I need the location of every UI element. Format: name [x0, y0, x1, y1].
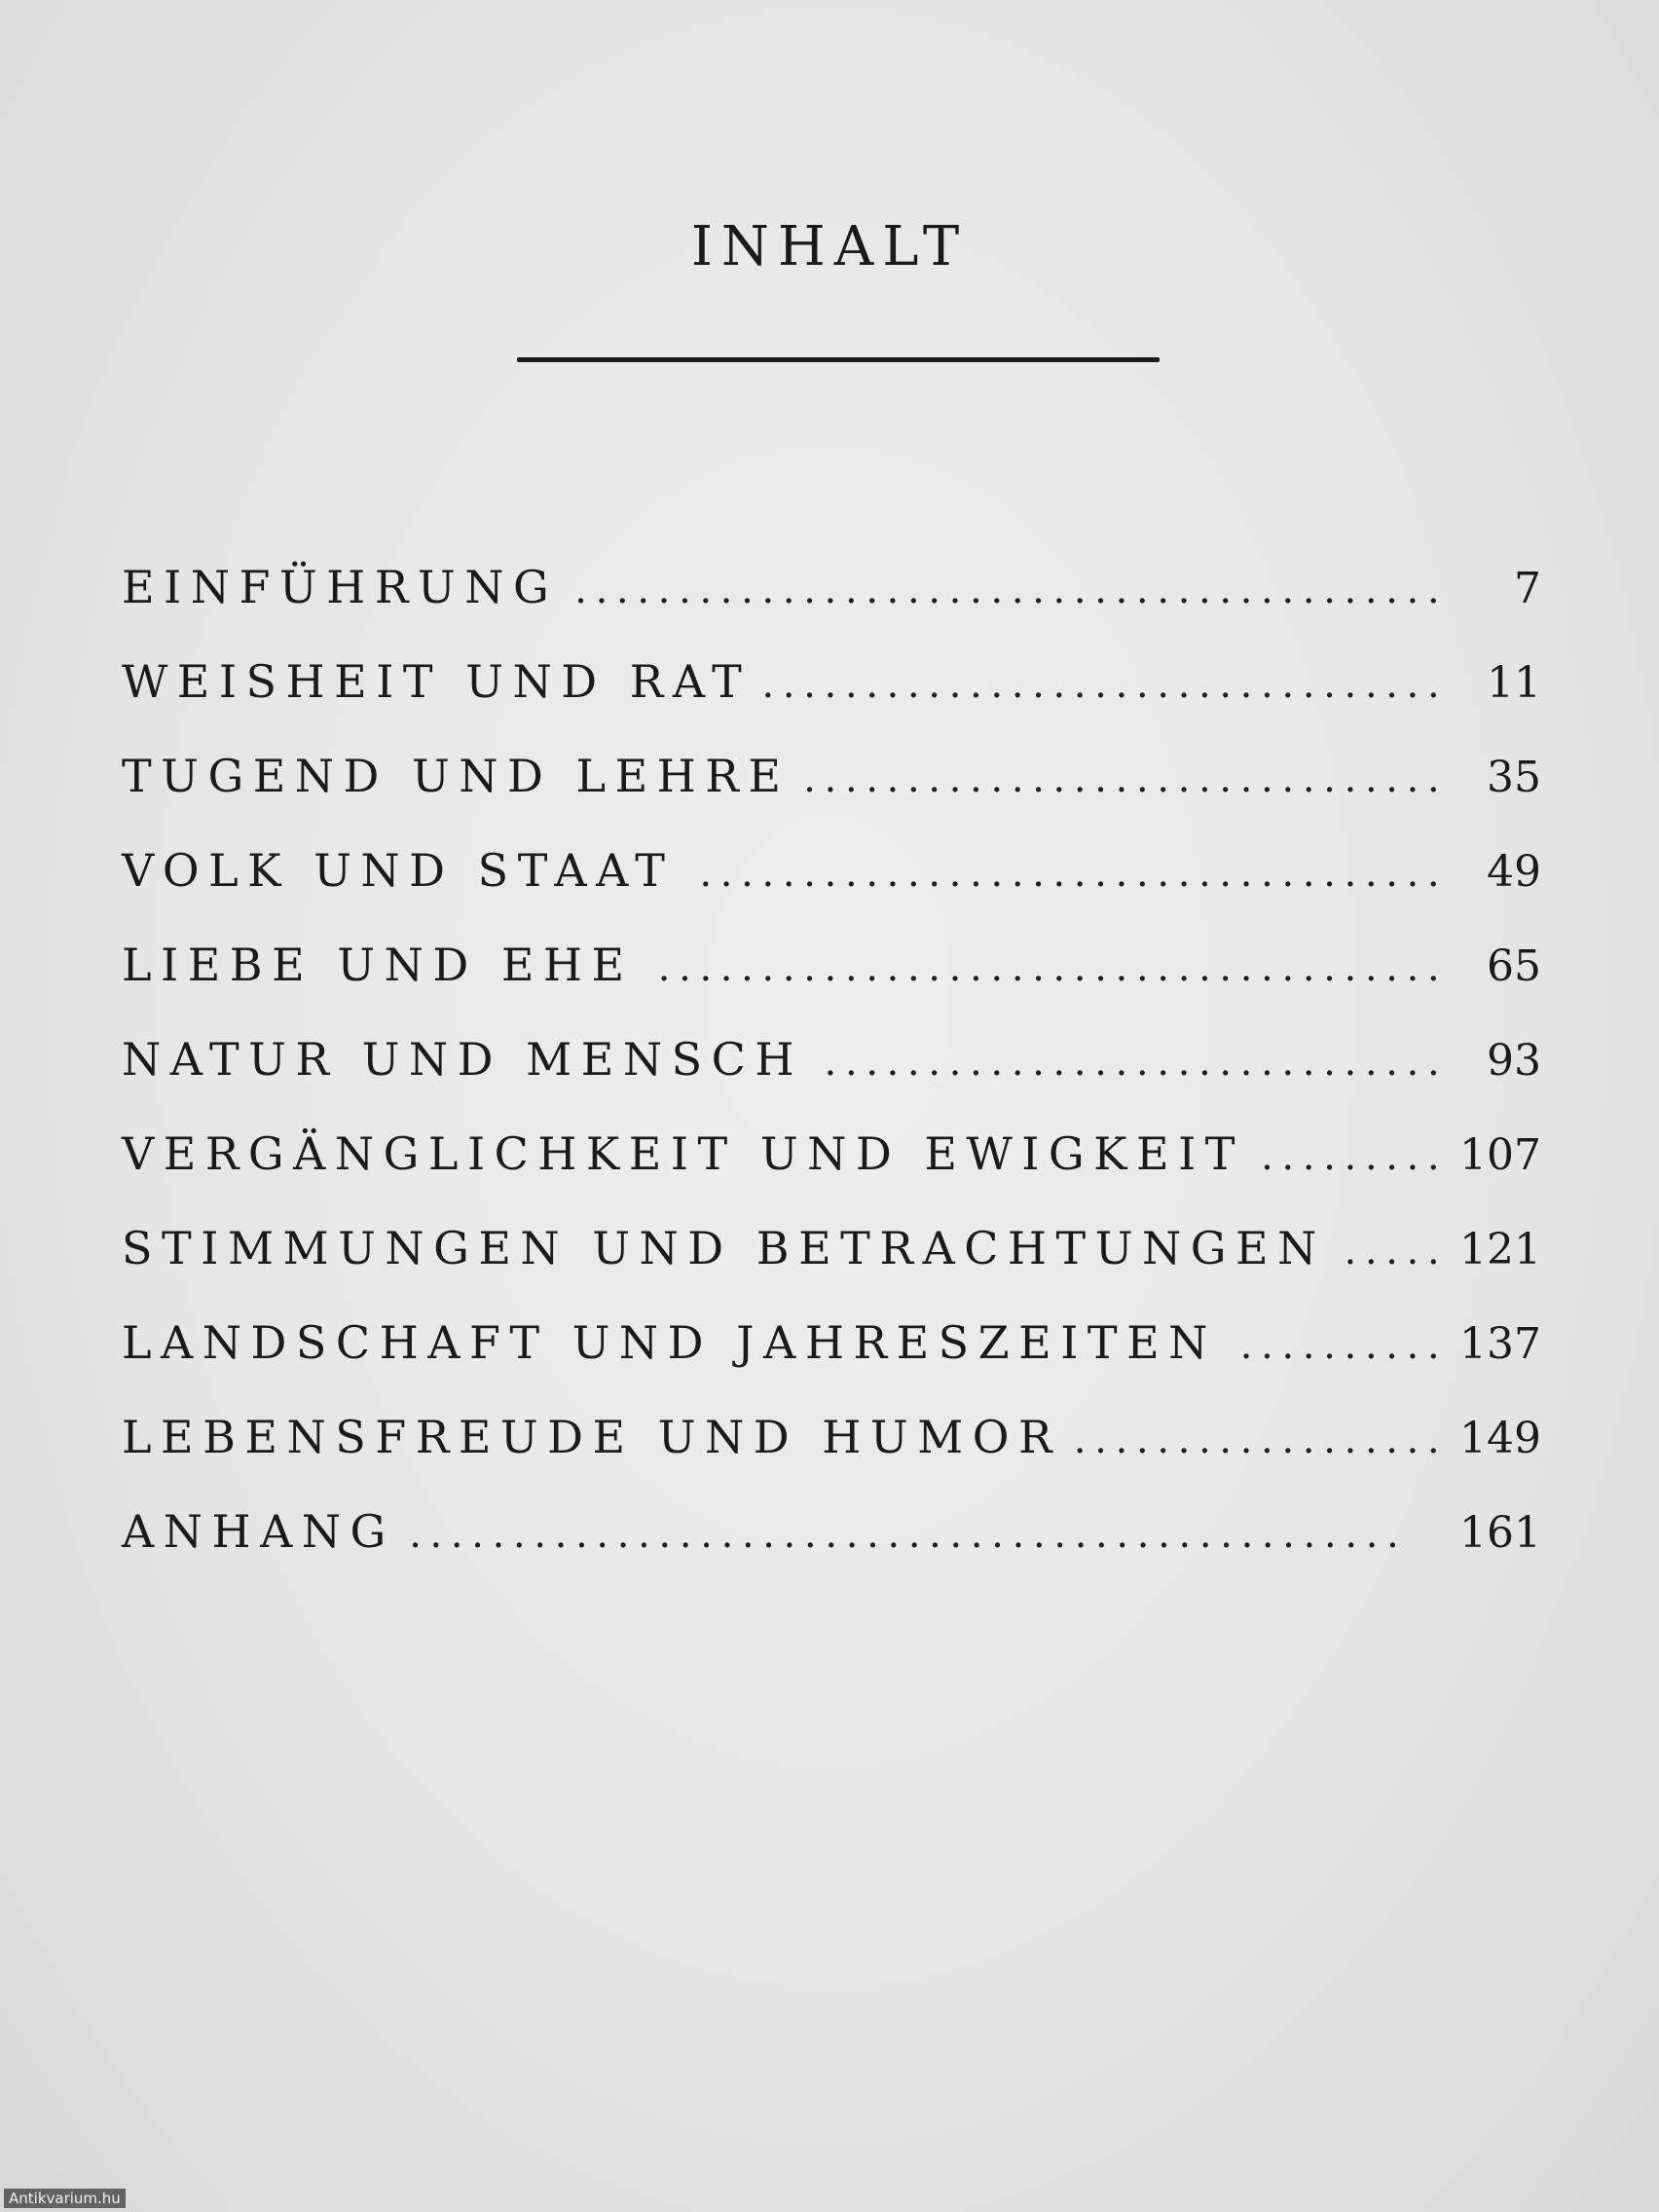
toc-page-number: 93 [1487, 1036, 1541, 1086]
toc-dot-leader [647, 948, 1448, 987]
toc-entry-title: NATUR UND MENSCH [122, 1033, 803, 1086]
page-title: INHALT [690, 215, 969, 278]
toc-dot-leader [1258, 1137, 1448, 1176]
toc-entry-title: LANDSCHAFT UND JAHRESZEITEN [122, 1316, 1217, 1369]
toc-entry [122, 1411, 1541, 1509]
toc-dot-leader [687, 854, 1448, 893]
toc-dot-leader [409, 1515, 1448, 1554]
toc-dot-leader [571, 571, 1448, 609]
title-underline-rule [517, 357, 1160, 362]
toc-entry-title: STIMMUNGEN UND BETRACHTUNGEN [122, 1222, 1326, 1274]
toc-entry-title: TUGEND UND LEHRE [122, 750, 791, 802]
toc-page-number: 107 [1459, 1130, 1541, 1180]
toc-entry [122, 939, 1541, 1037]
toc-page-number: 149 [1459, 1414, 1541, 1463]
toc-page-number: 161 [1459, 1508, 1541, 1558]
toc-dot-leader [764, 665, 1448, 704]
toc-entry-title: WEISHEIT UND RAT [122, 655, 752, 708]
toc-dot-leader [817, 1043, 1448, 1082]
toc-entry-title: EINFÜHRUNG [122, 561, 559, 613]
toc-entry [122, 1127, 1541, 1226]
toc-entry-title: LEBENSFREUDE UND HUMOR [122, 1411, 1062, 1463]
toc-page-number: 65 [1487, 941, 1541, 991]
toc-entry [122, 1222, 1541, 1320]
toc-page-number: 7 [1514, 564, 1541, 613]
toc-page-number: 11 [1487, 658, 1541, 708]
toc-entry [122, 655, 1541, 754]
toc-entry-title: LIEBE UND EHE [122, 939, 634, 991]
toc-dot-leader [1231, 1326, 1448, 1365]
toc-page-number: 49 [1487, 847, 1541, 897]
toc-entry [122, 1316, 1541, 1415]
toc-entry [122, 750, 1541, 848]
toc-dot-leader [1075, 1420, 1448, 1459]
toc-page-number: 137 [1459, 1319, 1541, 1369]
toc-dot-leader [804, 759, 1448, 798]
toc-entry [122, 1033, 1541, 1131]
toc-page-number: 35 [1487, 753, 1541, 802]
source-watermark: Antikvarium.hu [4, 2189, 126, 2208]
toc-entry-title: VOLK UND STAAT [122, 844, 675, 897]
toc-page-number: 121 [1459, 1225, 1541, 1274]
toc-entry-title: ANHANG [122, 1505, 395, 1558]
toc-entry [122, 844, 1541, 942]
toc-entry [122, 561, 1541, 659]
toc-dot-leader [1340, 1232, 1448, 1271]
table-of-contents [122, 561, 1541, 1604]
toc-entry [122, 1505, 1541, 1604]
toc-entry-title: VERGÄNGLICHKEIT UND EWIGKEIT [122, 1127, 1244, 1180]
